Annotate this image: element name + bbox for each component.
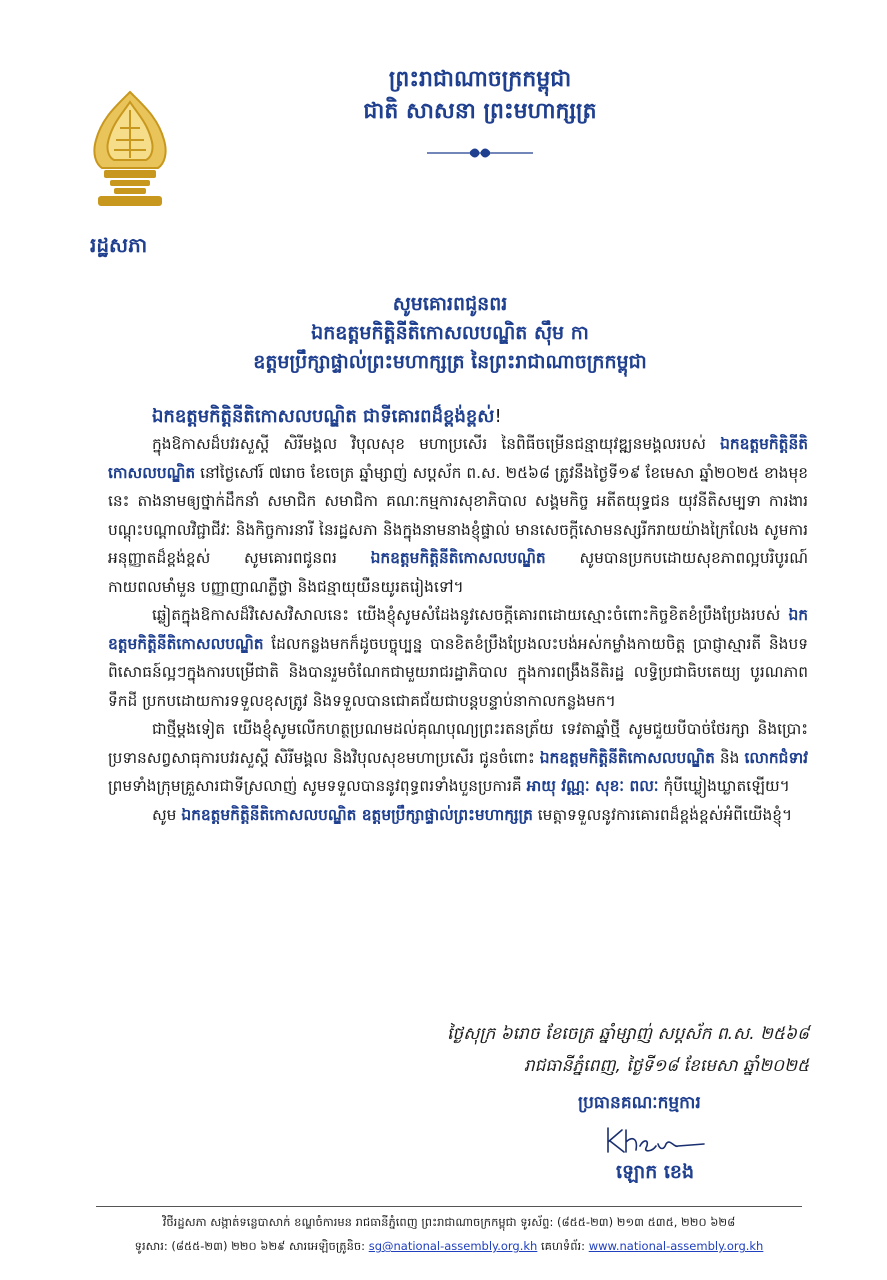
paragraph-3-text-b: និង [714,748,745,767]
heading-line-2: ឯកឧត្តមកិត្តិនីតិកោសលបណ្ឌិត ស៊ឹម កា [311,322,589,344]
letter-footer [96,1210,802,1258]
ornament-divider-icon [425,146,535,160]
national-motto: ជាតិ សាសនា ព្រះមហាក្សត្រ [363,99,597,124]
footer-fax: ទូរសារ: (៨៥៥-២៣) ២២០ ៦២៩ សារអេឡិចត្រូនិច: [134,1239,369,1253]
letter-body [108,430,808,829]
paragraph-4 [108,801,808,830]
dateline [447,1018,809,1082]
paragraph-1-text-a: ក្នុងឱកាសដ៏បវរសួស្តី សិរីមង្គល វិបុលសុខ មហាប្រសើរ នៃពិធីចម្រើនជន្មាយុវឌ្ឍនមង្គលរបស់ [152,435,721,453]
paragraph-1 [108,430,808,601]
paragraph-1-text-c: សូមបានប្រកបដោយសុខភាពល្អបរិបូរណ៍ កាយពលមាំមួន បញ្ញាញាណភ្លឺថ្លា និងជន្មាយុយឺនយូរតរៀងទៅ។ [108,549,808,596]
kingdom-header [300,64,660,160]
handwritten-signature-icon [600,1122,710,1160]
paragraph-3-highlight-1: ឯកឧត្តមកិត្តិនីតិកោសលបណ្ឌិត [539,748,715,767]
heading-line-3: ឧត្តមប្រឹក្សាផ្ទាល់ព្រះមហាក្សត្រ នៃព្រះរាជាណាចក្រកម្ពុជា [253,351,647,373]
paragraph-3-text-d: កុំបីឃ្លៀងឃ្លាតឡើយ។ [658,777,790,795]
website-link[interactable]: www.national-assembly.org.kh [588,1239,764,1253]
paragraph-1-highlight-1: ឯកឧត្តមកិត្តិនីតិកោសលបណ្ឌិត [108,435,808,482]
paragraph-3-highlight-3: អាយុ វណ្ណៈ សុខៈ ពលៈ [526,777,659,795]
letter-heading [100,290,800,377]
paragraph-4-text-b: មេត្តាទទួលនូវការគោរពដ៏ខ្ពង់ខ្ពស់អំពីយើងខ្ញុំ។ [532,805,793,824]
signer-name: ឡោក ខេង [616,1161,695,1183]
paragraph-4-text-a: សូម [152,805,182,824]
salutation-text: ឯកឧត្តមកិត្តិនីតិកោសលបណ្ឌិត ជាទីគោរពដ៏ខ្ពង់ខ្ពស់ [152,406,495,427]
lunar-date: ថ្ងៃសុក្រ ៦រោច ខែចេត្រ ឆ្នាំម្សាញ់ សប្តស័ក ព.ស. ២៥៦៨ [447,1024,809,1044]
solar-date: រាជធានីភ្នំពេញ, ថ្ងៃទី១៨ ខែមេសា ឆ្នាំ២០២៥ [523,1056,809,1076]
paragraph-2-text-a: ឆ្លៀតក្នុងឱកាសដ៏វិសេសវិសាលនេះ យើងខ្ញុំសូមសំដែងនូវសេចក្តីគោរពដោយស្មោះចំពោះកិច្ចខិតខំប្រឹងប្រែងរបស់ [152,606,789,624]
footer-website-label: គេហទំព័រ: [537,1239,589,1253]
paragraph-2-text-b: ដែលកន្លងមកក៏ដូចបច្ចុប្បន្ន បានខិតខំប្រឹងប្រែងលះបង់អស់កម្លាំងកាយចិត្ត ប្រាជ្ញាស្មារតី និងបទពិសោធន៍ល្អៗក្នុងការបម្រើជាតិ និងបានរួមចំណែកជាមួយរាជរដ្ឋាភិបាល ក្នុងការពង្រឹងនីតិរដ្ឋ លទ្ធិប្រជាធិបតេយ្យ បូរណភាពទឹកដី ប្រកបដោយការទទួលខុសត្រូវ និងទទួលបានជោគជ័យជាបន្តបន្ទាប់នាកាលកន្លងមក។ [108,634,808,710]
salutation-punct: ! [494,406,502,427]
signer-title: ប្រធានគណៈកម្មការ [578,1093,701,1113]
salutation [152,404,502,431]
paragraph-1-text-b: នៅថ្ងៃសៅរ៍ ៧រោច ខែចេត្រ ឆ្នាំម្សាញ់ សប្តស័ក ព.ស. ២៥៦៨ ត្រូវនឹងថ្ងៃទី១៩ ខែមេសា ឆ្នាំ២០២៥ ខាងមុខនេះ តាងនាមឲ្យថ្នាក់ដឹកនាំ សមាជិក សមាជិកា គណៈកម្មការសុខាភិបាល សង្គមកិច្ច អតីតយុទ្ធជន យុវនីតិសម្បទា ការងារ បណ្តុះបណ្តាលវិជ្ជាជីវៈ និងកិច្ចការនារី នៃរដ្ឋសភា និងក្នុងនាមនាងខ្ញុំផ្ទាល់ មានសេចក្តីសោមនស្សរីករាយយ៉ាងក្រៃលែង សូមការអនុញ្ញាតដ៏ខ្ពង់ខ្ពស់ សូមគោរពជូនពរ [108,463,808,567]
paragraph-3-text-a: ជាថ្មីម្តងទៀត យើងខ្ញុំសូមលើកហត្ថប្រណមដល់គុណបុណ្យព្រះរតនត្រ័យ ទេវតាឆ្នាំថ្មី សូមជួយបីបាច់ថែរក្សា និងប្រោះប្រទានសព្វសាធុការបវរសួស្តី សិរីមង្គល និងវិបុលសុខមហាប្រសើរ ជូនចំពោះ [108,720,808,767]
paragraph-3-text-c: ព្រមទាំងក្រុមគ្រួសារជាទីស្រលាញ់ សូមទទួលបាននូវពុទ្ធពរទាំងបួនប្រការគឺ [108,777,527,795]
national-assembly-emblem-icon [84,88,176,216]
paragraph-3-highlight-2: លោកជំទាវ [744,748,808,767]
heading-line-1: សូមគោរពជូនពរ [392,293,508,315]
paragraph-2-highlight: ឯកឧត្តមកិត្តិនីតិកោសលបណ្ឌិត [108,606,808,653]
paragraph-4-highlight: ឯកឧត្តមកិត្តិនីតិកោសលបណ្ឌិត ឧត្តមប្រឹក្សាផ្ទាល់ព្រះមហាក្សត្រ [181,805,533,824]
paragraph-3 [108,715,808,801]
organization-name: រដ្ឋសភា [90,233,148,257]
paragraph-1-highlight-2: ឯកឧត្តមកិត្តិនីតិកោសលបណ្ឌិត [370,549,546,567]
footer-divider [96,1206,802,1207]
email-link[interactable]: sg@national-assembly.org.kh [368,1239,538,1253]
kingdom-title: ព្រះរាជាណាចក្រកម្ពុជា [388,67,572,92]
footer-contacts [96,1234,802,1258]
paragraph-2 [108,601,808,715]
footer-address: វិថីរដ្ឋសភា សង្កាត់ទន្លេបាសាក់ ខណ្ឌចំការមន រាជធានីភ្នំពេញ ព្រះរាជាណាចក្រកម្ពុជា ទូរស័ព្ទ: (៨៥៥-២៣) ២១៣ ៥៣៥, ២២០ ៦២៨ [162,1215,736,1229]
